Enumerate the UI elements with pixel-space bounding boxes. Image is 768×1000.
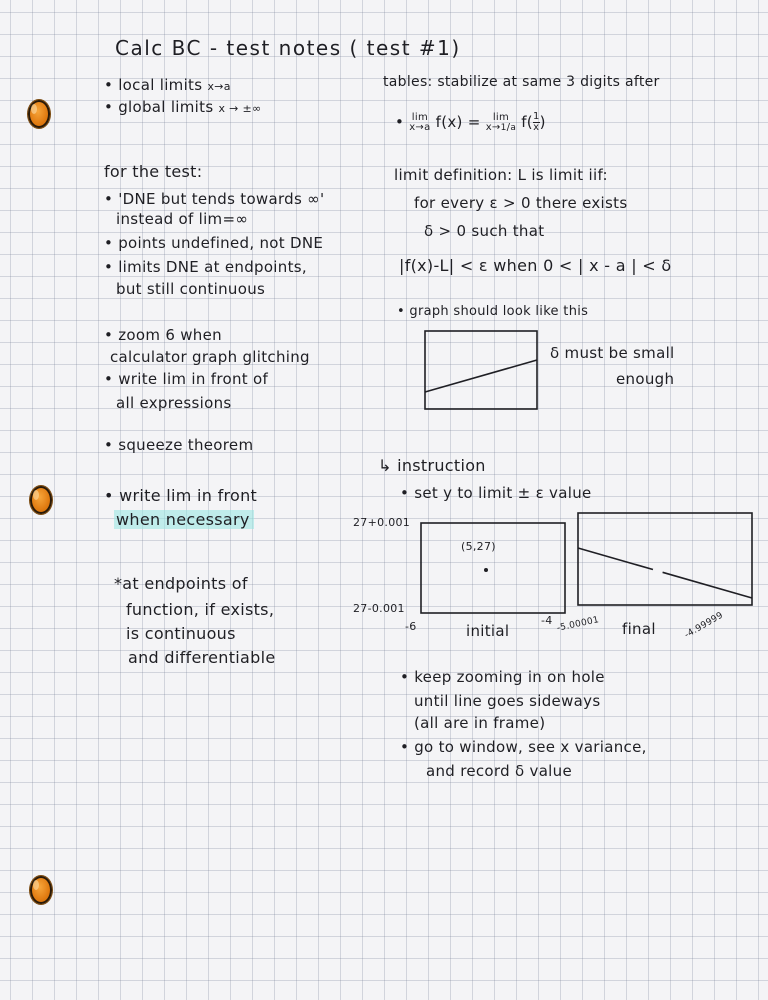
set-y-note: • set y to limit ± ε value <box>400 484 592 502</box>
f-close: ) <box>539 113 546 131</box>
initial-graph <box>420 522 566 614</box>
page-title: Calc BC - test notes ( test #1) <box>115 36 461 60</box>
global-limits-sub: x → ±∞ <box>218 102 262 115</box>
initial-x-right: -4 <box>541 614 553 627</box>
one-over-x <box>533 112 540 133</box>
go-window-line-1: • go to window, see x variance, <box>400 738 647 756</box>
for-test-line-2: instead of lim=∞ <box>116 210 249 228</box>
frac-num: 1 <box>532 111 540 122</box>
go-window-line-2: and record δ value <box>426 762 572 780</box>
local-limits-sub: x→a <box>207 80 231 93</box>
local-limits-text: local limits <box>118 76 203 94</box>
highlighted-when-necessary: when necessary <box>114 510 254 529</box>
write-lim2-line-1: • write lim in front <box>104 486 258 505</box>
set-y-text: set y to limit ± ε value <box>414 484 592 502</box>
limits-dne-text: limits DNE at endpoints, <box>118 258 307 276</box>
dne-tends-text: 'DNE but tends towards ∞' <box>118 190 325 208</box>
example-graph-line <box>425 360 537 392</box>
zoom-line-2: calculator graph glitching <box>110 348 310 366</box>
punch-hole-middle <box>30 486 52 514</box>
initial-x-left: -6 <box>405 620 417 633</box>
endpoints-line-3: is continuous <box>126 624 236 643</box>
initial-graph-frame <box>421 523 565 613</box>
example-graph-frame <box>425 331 537 409</box>
squeeze-text: squeeze theorem <box>118 436 254 454</box>
graph-look-note: • graph should look like this <box>397 304 589 319</box>
punch-hole-top <box>28 100 50 128</box>
endpoints-line-1: *at endpoints of <box>114 574 248 593</box>
initial-point-label: (5,27) <box>461 540 496 553</box>
final-x-right: -4.99999 <box>683 610 726 641</box>
lim-left <box>409 113 430 133</box>
global-limits-text: global limits <box>118 98 214 116</box>
write-lim-text: write lim in front of <box>118 370 269 388</box>
lim-word-right: lim <box>492 111 510 123</box>
write-lim-line-2: all expressions <box>116 394 232 412</box>
lim-sub-right: x→1/a <box>485 121 517 133</box>
initial-y-top: 27+0.001 <box>353 516 411 529</box>
def-line-1: for every ε > 0 there exists <box>414 194 628 212</box>
f-open: f( <box>521 113 533 131</box>
delta-small-line-2: enough <box>616 370 675 388</box>
go-window-text: go to window, see x variance, <box>414 738 647 756</box>
endpoints-line-2: function, if exists, <box>126 600 275 619</box>
keep-zooming-line-1: • keep zooming in on hole <box>400 668 605 686</box>
delta-small-line-1: δ must be small <box>550 344 675 362</box>
def-line-3: |f(x)-L| < ε when 0 < | x - a | < δ <box>399 256 672 275</box>
lim-sub-num: 1 <box>500 122 507 133</box>
write-lim-line-1: • write lim in front of <box>104 370 269 388</box>
def-line-2: δ > 0 such that <box>424 222 545 240</box>
for-test-heading: for the test: <box>104 162 203 181</box>
lim-right <box>486 113 516 133</box>
zoom-line-1: • zoom 6 when <box>104 326 222 344</box>
write-lim2-line-2 <box>114 510 254 529</box>
local-limits-note: • local limits x→a <box>104 76 231 94</box>
example-graph <box>424 330 538 410</box>
graph-look-text: graph should look like this <box>409 304 589 319</box>
squeeze-note: • squeeze theorem <box>104 436 254 454</box>
punch-hole-bottom <box>30 876 52 904</box>
global-limits-note: • global limits x → ±∞ <box>104 98 262 116</box>
keep-zooming-line-3: (all are in frame) <box>414 714 546 732</box>
instruction-heading: ↳ instruction <box>378 456 486 475</box>
lim-sub-left: x→a <box>409 121 431 133</box>
initial-caption: initial <box>466 622 510 640</box>
final-graph-line <box>578 548 752 598</box>
final-graph <box>577 512 753 606</box>
write-lim2-text: write lim in front <box>119 486 258 505</box>
lim-sub-den: a <box>510 122 517 133</box>
endpoints-line-4: and differentiable <box>128 648 276 667</box>
frac-den: x <box>533 122 540 133</box>
tables-note: tables: stabilize at same 3 digits after <box>383 74 660 90</box>
limit-equation: • lim x→a f(x) = lim x→1/a f( $\frac{1}{x}$ ) <box>395 111 546 133</box>
for-test-line-4: • limits DNE at endpoints, <box>104 258 307 276</box>
final-caption: final <box>622 620 656 638</box>
lim-word-left: lim <box>411 111 428 123</box>
initial-graph-point <box>484 568 488 572</box>
lim-sub-right-arrow: x→ <box>485 121 501 133</box>
keep-zooming-text: keep zooming in on hole <box>414 668 605 686</box>
for-test-line-1: • 'DNE but tends towards ∞' <box>104 190 325 208</box>
points-undefined-text: points undefined, not DNE <box>118 234 324 252</box>
zoom-text: zoom 6 when <box>118 326 222 344</box>
for-test-line-3: • points undefined, not DNE <box>104 234 324 252</box>
for-test-line-5: but still continuous <box>116 280 266 298</box>
keep-zooming-line-2: until line goes sideways <box>414 692 601 710</box>
limit-definition: limit definition: L is limit iif: <box>394 166 608 184</box>
initial-y-bottom: 27-0.001 <box>353 602 405 615</box>
final-x-left: -5.00001 <box>556 615 601 634</box>
fx-equals: f(x) = <box>435 113 481 131</box>
